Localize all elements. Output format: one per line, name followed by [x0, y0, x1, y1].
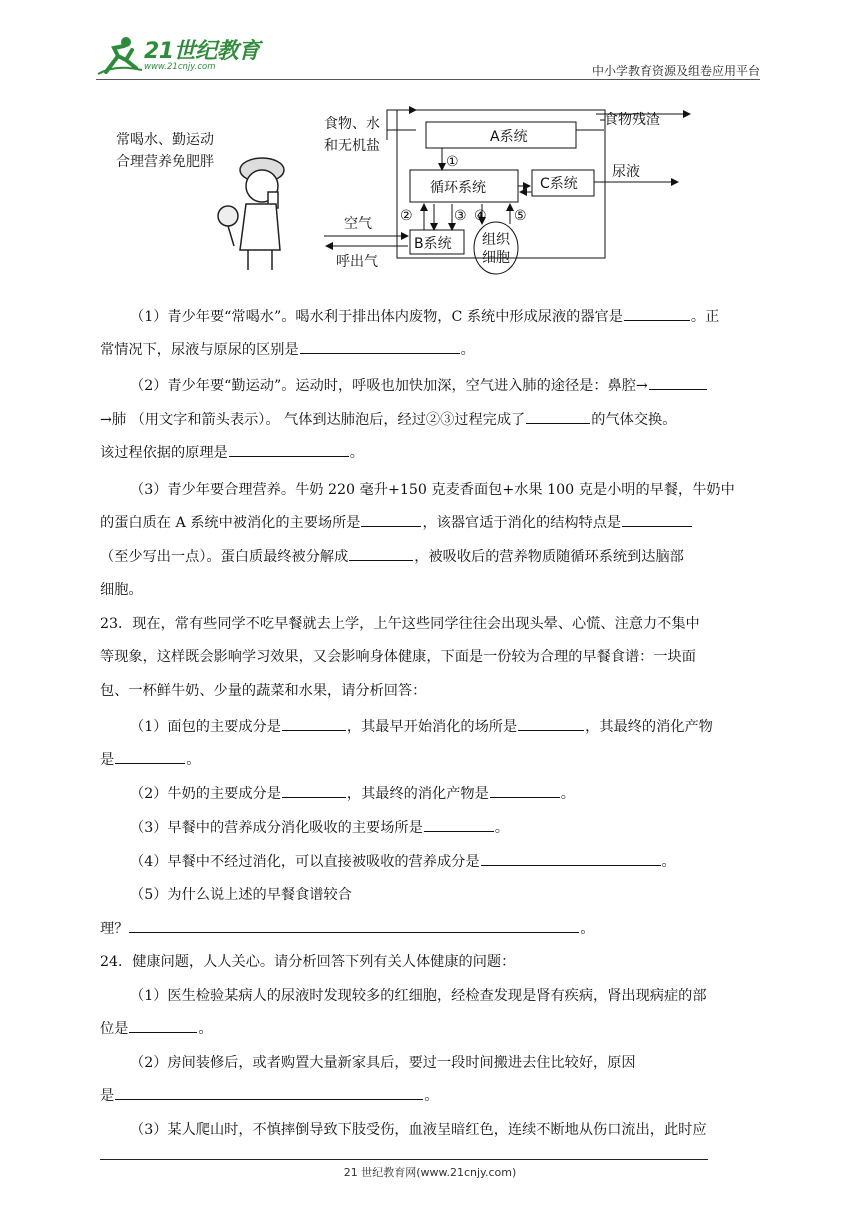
q22-3-line-4: 细胞。	[100, 582, 143, 598]
q22-2-line-2: →肺 （用文字和箭头表示）。 气体到达肺泡后，经过②③过程完成了 的气体交换。	[100, 404, 762, 437]
boy-drinking-illustration	[218, 158, 284, 270]
site-logo[interactable]	[96, 34, 266, 76]
q23-2-line: （2）牛奶的主要成分是 ，其最终的消化产物是 。	[130, 778, 762, 811]
tissue-label-1: 组织	[482, 232, 510, 248]
system-a-label: A系统	[490, 129, 528, 145]
q23-1-line-2: 是 。	[100, 744, 762, 777]
caption-line-2: 合理营养免肥胖	[116, 154, 214, 170]
page-header	[96, 28, 760, 80]
platform-title: 中小学教育资源及组卷应用平台	[591, 64, 760, 78]
answer-blank[interactable]	[424, 815, 494, 832]
q22-3-line: （3）青少年要合理营养。牛奶 220 毫升+150 克麦香面包+水果 100 克是小明的早餐，牛奶中	[130, 482, 735, 498]
answer-blank[interactable]	[229, 440, 349, 457]
q24-3-line: （3）某人爬山时，不慎摔倒导致下肢受伤，血液呈暗红色，连续不断地从伤口流出，此时应	[130, 1122, 707, 1138]
urine-label: 尿液	[612, 164, 640, 180]
q23-stem-2: 等现象，这样既会影响学习效果，又会影响身体健康，下面是一份较为合理的早餐食谱：一块面	[100, 649, 696, 665]
q24-1-line-2: 位是 。	[100, 1013, 762, 1046]
step-4-label: ④	[474, 208, 487, 224]
q22-2-line: （2）青少年要“勤运动”。运动时，呼吸也加快加深，空气进入肺的途径是：鼻腔→	[130, 370, 762, 403]
runner-logo-icon	[96, 34, 144, 76]
q24-stem: 24．健康问题，人人关心。请分析回答下列有关人体健康的问题：	[100, 954, 516, 970]
q22-3-line-2: 的蛋白质在 A 系统中被消化的主要场所是 ，该器官适于消化的结构特点是	[100, 507, 762, 540]
body-systems-diagram	[112, 100, 692, 290]
footer-text[interactable]: 21 世纪教育网(www.21cnjy.com)	[343, 1166, 517, 1179]
answer-blank[interactable]	[481, 849, 661, 866]
q24-2-line: （2）房间装修后，或者购置大量新家具后，要过一段时间搬进去住比较好，原因	[130, 1055, 636, 1071]
q23-3-line: （3）早餐中的营养成分消化吸收的主要场所是 。	[130, 812, 762, 845]
answer-blank[interactable]	[649, 373, 707, 390]
food-label-2: 和无机盐	[324, 138, 380, 154]
answer-blank[interactable]	[300, 337, 460, 354]
caption-line-1: 常喝水、勤运动	[116, 132, 214, 148]
q23-stem-1: 23．现在，常有些同学不吃早餐就去上学，上午这些同学往往会出现头晕、心慌、注意力不集中	[100, 616, 700, 632]
answer-blank[interactable]	[518, 714, 584, 731]
step-3-label: ③	[454, 208, 467, 224]
q24-2-line-2: 是 。	[100, 1080, 762, 1113]
tissue-label-2: 细胞	[482, 250, 510, 266]
q22-2-line-3: 该过程依据的原理是 。	[100, 437, 762, 470]
step-1-label: ①	[446, 154, 459, 170]
system-b-label: B系统	[414, 236, 452, 252]
answer-blank[interactable]	[624, 304, 690, 321]
answer-blank[interactable]	[349, 544, 413, 561]
q22-1-line: （1）青少年要“常喝水”。喝水利于排出体内废物，C 系统中形成尿液的器官是 。正	[130, 301, 762, 334]
q23-1-line: （1）面包的主要成分是 ，其最早开始消化的场所是 ，其最终的消化产物	[130, 711, 762, 744]
answer-blank[interactable]	[129, 1016, 197, 1033]
answer-blank[interactable]	[282, 781, 346, 798]
header-divider	[96, 79, 760, 80]
answer-blank[interactable]	[526, 407, 590, 424]
footer-divider	[100, 1159, 708, 1160]
exhaled-label: 呼出气	[336, 254, 378, 270]
answer-blank[interactable]	[282, 714, 346, 731]
q23-4-line: （4）早餐中不经过消化，可以直接被吸收的营养成分是 。	[130, 846, 762, 879]
q22-1-line-2: 常情况下，尿液与原尿的区别是 。	[100, 334, 762, 367]
circulatory-system-label: 循环系统	[430, 180, 486, 196]
food-label-1: 食物、水	[324, 116, 380, 132]
logo-text: 21世纪教育	[144, 39, 260, 64]
q23-5-line-2: 理？ 。	[100, 913, 762, 946]
answer-blank[interactable]	[115, 1083, 423, 1100]
system-c-label: C系统	[540, 176, 578, 192]
q22-3-line-3: （至少写出一点）。蛋白质最终被分解成 ，被吸收后的营养物质随循环系统到达脑部	[100, 541, 762, 574]
air-label: 空气	[344, 216, 372, 232]
q23-5-line: （5）为什么说上述的早餐食谱较合	[130, 887, 352, 903]
answer-blank[interactable]	[361, 510, 421, 527]
answer-blank[interactable]	[129, 916, 579, 933]
residue-label: 食物残渣	[604, 112, 660, 128]
logo-url: www.21cnjy.com	[144, 62, 216, 72]
q24-1-line: （1）医生检验某病人的尿液时发现较多的红细胞，经检查发现是肾有疾病，肾出现病症的部	[130, 988, 707, 1004]
step-2-label: ②	[400, 208, 413, 224]
answer-blank[interactable]	[622, 510, 692, 527]
step-5-label: ⑤	[514, 208, 527, 224]
answer-blank[interactable]	[115, 747, 185, 764]
q23-stem-3: 包、一杯鲜牛奶、少量的蔬菜和水果，请分析回答：	[100, 683, 427, 699]
answer-blank[interactable]	[490, 781, 560, 798]
